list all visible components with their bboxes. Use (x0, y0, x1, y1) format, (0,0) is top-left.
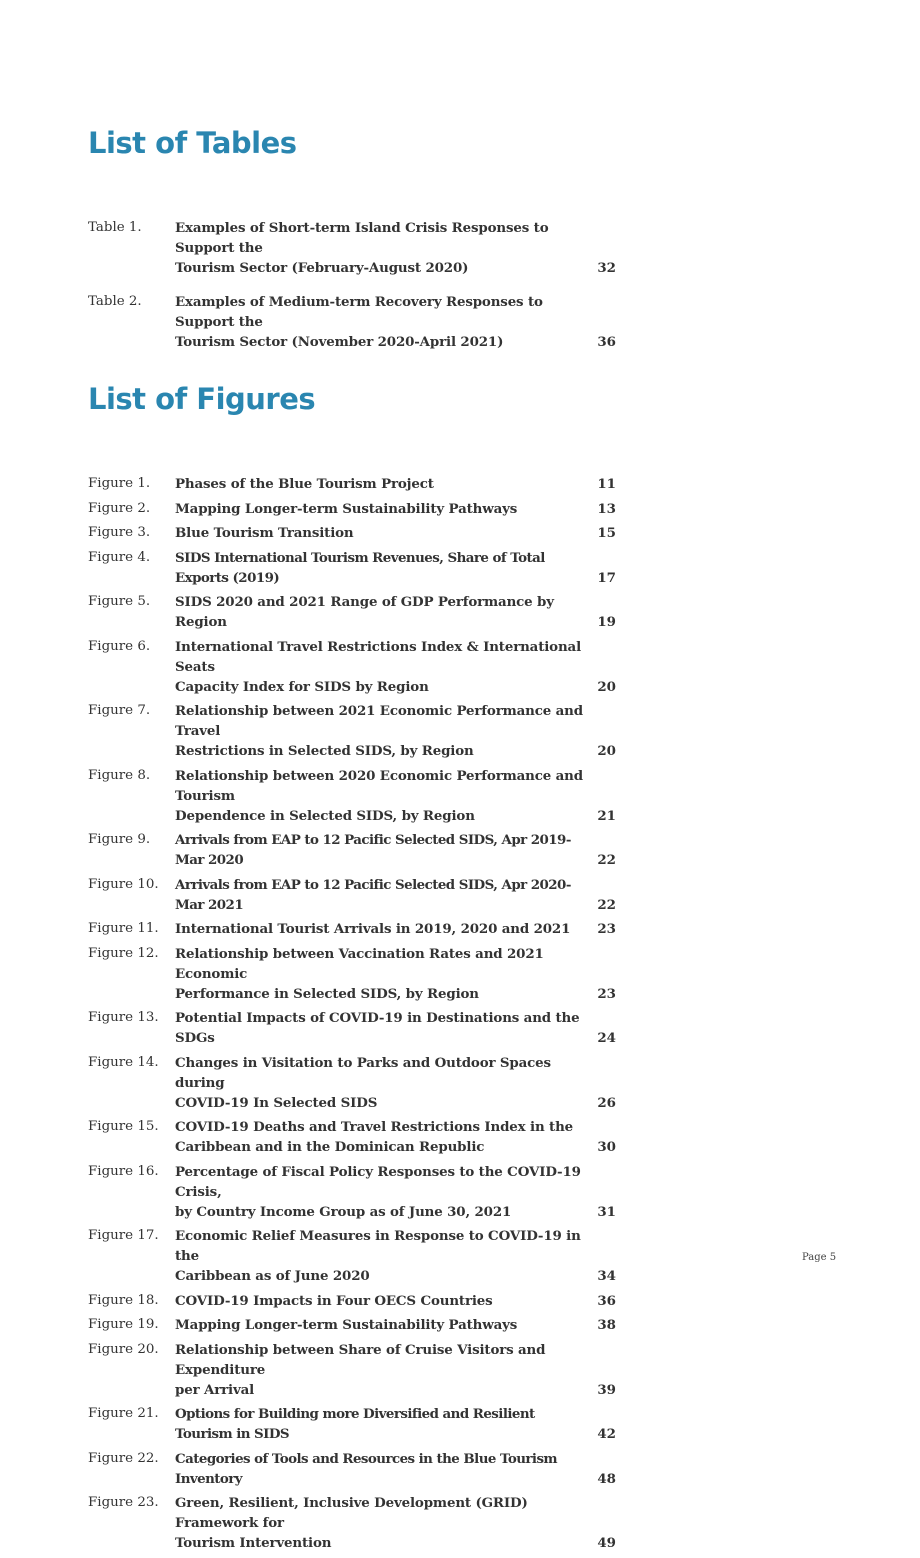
figure-entry (88, 1053, 616, 1113)
figure-entry-page-number: 19 (597, 614, 616, 630)
figure-entry-title-line: Changes in Visitation to Parks and Outdoor Spaces during (175, 1054, 551, 1091)
figure-entry-label: Figure 5. (88, 594, 151, 609)
figure-entry-label: Figure 22. (88, 1450, 159, 1466)
figure-entry-page-number: 23 (597, 985, 616, 1002)
table-entry-title-line: Examples of Short-term Island Crisis Responses to Support the (175, 220, 549, 256)
figure-entry-label: Figure 16. (88, 1163, 159, 1179)
figure-entry-title-line: COVID-19 Deaths and Travel Restrictions Index in the (175, 1119, 574, 1135)
figure-entry-page-number: 49 (597, 1535, 616, 1551)
figure-entry-title-line: Caribbean and in the Dominican Republic (175, 1139, 485, 1155)
figure-entry-title (175, 1449, 589, 1489)
figure-entry-label: Figure 20. (88, 1341, 159, 1357)
table-entry-page-number: 32 (597, 260, 616, 276)
figure-entry-title-line: by Country Income Group as of June 30, 2021 (175, 1203, 512, 1220)
figure-entry-title (175, 523, 589, 543)
figure-entry (88, 1162, 616, 1222)
figure-entry-page-number: 26 (597, 1094, 616, 1111)
table-entry-page-number: 36 (597, 334, 616, 350)
figure-entry-title (175, 919, 589, 939)
figure-entry-label: Figure 23. (88, 1495, 159, 1510)
figure-entry-label: Figure 12. (88, 945, 159, 961)
figure-entry-title (175, 637, 589, 697)
figure-entry (88, 944, 616, 1004)
figure-entry (88, 1291, 616, 1311)
figure-entry (88, 1226, 616, 1286)
figure-entry (88, 766, 616, 826)
figure-entry-page-number: 42 (597, 1426, 616, 1442)
figure-entry (88, 701, 616, 761)
figure-entry-title-line: Percentage of Fiscal Policy Responses to the COVID-19 Crisis, (175, 1163, 581, 1200)
table-entry-title-line: Examples of Medium-term Recovery Responses to Support the (175, 294, 543, 330)
figure-entry-label: Figure 14. (88, 1054, 159, 1070)
figure-entry-title-line: COVID-19 Impacts in Four OECS Countries (175, 1292, 493, 1309)
figure-entry-title-line: Relationship between 2021 Economic Performance and Travel (175, 703, 583, 739)
figure-entry-title-line: Categories of Tools and Resources in the Blue Tourism Inventory (175, 1450, 558, 1487)
figure-entry-title (175, 1291, 589, 1311)
figure-entry-title-line: Tourism Intervention (175, 1535, 332, 1551)
figure-entry-title (175, 1315, 589, 1335)
figure-entry-page-number: 48 (597, 1470, 616, 1487)
figure-entry (88, 637, 616, 697)
figure-entry-title-line: Green, Resilient, Inclusive Development (GRID) Framework for (175, 1495, 528, 1531)
figure-entry-title (175, 1404, 589, 1444)
figure-entry (88, 474, 616, 494)
figure-entry-title (175, 701, 589, 761)
figure-entry-title-line: Caribbean as of June 2020 (175, 1268, 370, 1284)
figure-entry-title-line: Phases of the Blue Tourism Project (175, 476, 434, 492)
figure-entry-title-line: SIDS 2020 and 2021 Range of GDP Performance by Region (175, 594, 554, 630)
figure-entry-page-number: 34 (597, 1268, 616, 1284)
figure-entry-page-number: 20 (597, 743, 616, 759)
figure-entry (88, 1117, 616, 1157)
figure-entry-page-number: 11 (597, 476, 616, 492)
figure-entry-title (175, 1340, 589, 1400)
figure-entry-page-number: 31 (597, 1203, 616, 1220)
figures-list (88, 474, 616, 1558)
table-entry-title (175, 218, 589, 278)
table-entry-label: Table 2. (88, 294, 142, 309)
figure-entry-title-line: Mapping Longer-term Sustainability Pathways (175, 1317, 518, 1333)
figure-entry-page-number: 22 (597, 896, 616, 913)
figure-entry-page-number: 38 (597, 1317, 616, 1333)
figure-entry-title (175, 1117, 589, 1157)
list-of-tables-heading: List of Tables (88, 126, 297, 160)
figure-entry-title (175, 474, 589, 494)
figure-entry (88, 875, 616, 915)
table-entry-label: Table 1. (88, 220, 142, 235)
figure-entry-title (175, 875, 589, 915)
figure-entry-title (175, 1226, 589, 1286)
table-entry (88, 218, 616, 278)
figure-entry-label: Figure 18. (88, 1292, 159, 1308)
figure-entry-label: Figure 13. (88, 1010, 159, 1025)
figure-entry-page-number: 21 (597, 807, 616, 824)
figure-entry-label: Figure 15. (88, 1119, 159, 1134)
figure-entry-label: Figure 3. (88, 525, 151, 540)
figure-entry-label: Figure 9. (88, 832, 151, 847)
figure-entry-title-line: Capacity Index for SIDS by Region (175, 678, 429, 695)
figure-entry-title (175, 1053, 589, 1113)
figure-entry-label: Figure 1. (88, 476, 151, 491)
figure-entry-page-number: 22 (597, 852, 616, 868)
figure-entry (88, 830, 616, 870)
figure-entry-title-line: Relationship between 2020 Economic Performance and Tourism (175, 767, 583, 804)
figure-entry (88, 1449, 616, 1489)
list-of-figures-heading: List of Figures (88, 382, 316, 416)
figure-entry-title (175, 1493, 589, 1553)
figure-entry-label: Figure 6. (88, 638, 151, 654)
figure-entry-page-number: 17 (597, 569, 616, 586)
figure-entry-title-line: SIDS International Tourism Revenues, Share of Total Exports (2019) (175, 549, 545, 586)
figure-entry-label: Figure 21. (88, 1406, 159, 1421)
figure-entry-label: Figure 11. (88, 921, 159, 936)
figure-entry-label: Figure 10. (88, 876, 159, 892)
figure-entry (88, 1404, 616, 1444)
figure-entry (88, 1008, 616, 1048)
figure-entry-title-line: Options for Building more Diversified and Resilient Tourism in SIDS (175, 1406, 535, 1442)
figure-entry-title (175, 944, 589, 1004)
tables-list (88, 218, 616, 366)
figure-entry-title (175, 1008, 589, 1048)
table-entry-title (175, 292, 589, 352)
figure-entry (88, 1315, 616, 1335)
figure-entry-page-number: 13 (597, 500, 616, 517)
figure-entry-title (175, 830, 589, 870)
figure-entry (88, 1493, 616, 1553)
figure-entry-title (175, 548, 589, 588)
figure-entry-title-line: International Travel Restrictions Index & International Seats (175, 638, 582, 675)
figure-entry-title (175, 499, 589, 519)
figure-entry-title-line: Relationship between Vaccination Rates and 2021 Economic (175, 945, 544, 982)
figure-entry-title-line: Dependence in Selected SIDS, by Region (175, 807, 475, 824)
figure-entry-title-line: Blue Tourism Transition (175, 525, 354, 541)
table-entry-title-line: Tourism Sector (February-August 2020) (175, 260, 469, 276)
figure-entry-page-number: 30 (597, 1139, 616, 1155)
figure-entry (88, 592, 616, 632)
figure-entry-title-line: International Tourist Arrivals in 2019, 2020 and 2021 (175, 921, 571, 937)
figure-entry-title-line: Potential Impacts of COVID-19 in Destinations and the SDGs (175, 1010, 580, 1046)
figure-entry (88, 499, 616, 519)
figure-entry-page-number: 15 (597, 525, 616, 541)
figure-entry-page-number: 39 (597, 1381, 616, 1398)
figure-entry-label: Figure 19. (88, 1317, 159, 1332)
figure-entry-title (175, 1162, 589, 1222)
table-entry (88, 292, 616, 352)
figure-entry (88, 1340, 616, 1400)
figure-entry (88, 523, 616, 543)
figure-entry-page-number: 36 (597, 1292, 616, 1309)
figure-entry-label: Figure 8. (88, 767, 151, 783)
figure-entry-title (175, 766, 589, 826)
figure-entry-title-line: COVID-19 In Selected SIDS (175, 1094, 378, 1111)
figure-entry-page-number: 24 (597, 1030, 616, 1046)
figure-entry-title (175, 592, 589, 632)
figure-entry-title-line: Economic Relief Measures in Response to COVID-19 in the (175, 1228, 581, 1264)
figure-entry-page-number: 23 (597, 921, 616, 937)
table-entry-title-line: Tourism Sector (November 2020-April 2021) (175, 334, 504, 350)
figure-entry-title-line: Arrivals from EAP to 12 Pacific Selected SIDS, Apr 2020-Mar 2021 (175, 876, 571, 913)
figure-entry-title-line: Mapping Longer-term Sustainability Pathways (175, 500, 518, 517)
figure-entry-title-line: Performance in Selected SIDS, by Region (175, 985, 479, 1002)
figure-entry-page-number: 20 (597, 678, 616, 695)
figure-entry-title-line: Arrivals from EAP to 12 Pacific Selected SIDS, Apr 2019-Mar 2020 (175, 832, 571, 868)
figure-entry-title-line: per Arrival (175, 1381, 255, 1398)
figure-entry (88, 919, 616, 939)
figure-entry-label: Figure 4. (88, 549, 151, 565)
figure-entry-label: Figure 17. (88, 1228, 159, 1243)
figure-entry-title-line: Restrictions in Selected SIDS, by Region (175, 743, 474, 759)
figure-entry-title-line: Relationship between Share of Cruise Visitors and Expenditure (175, 1341, 546, 1378)
page-number: Page 5 (802, 1252, 837, 1263)
figure-entry-label: Figure 2. (88, 500, 151, 516)
figure-entry (88, 548, 616, 588)
figure-entry-label: Figure 7. (88, 703, 151, 718)
